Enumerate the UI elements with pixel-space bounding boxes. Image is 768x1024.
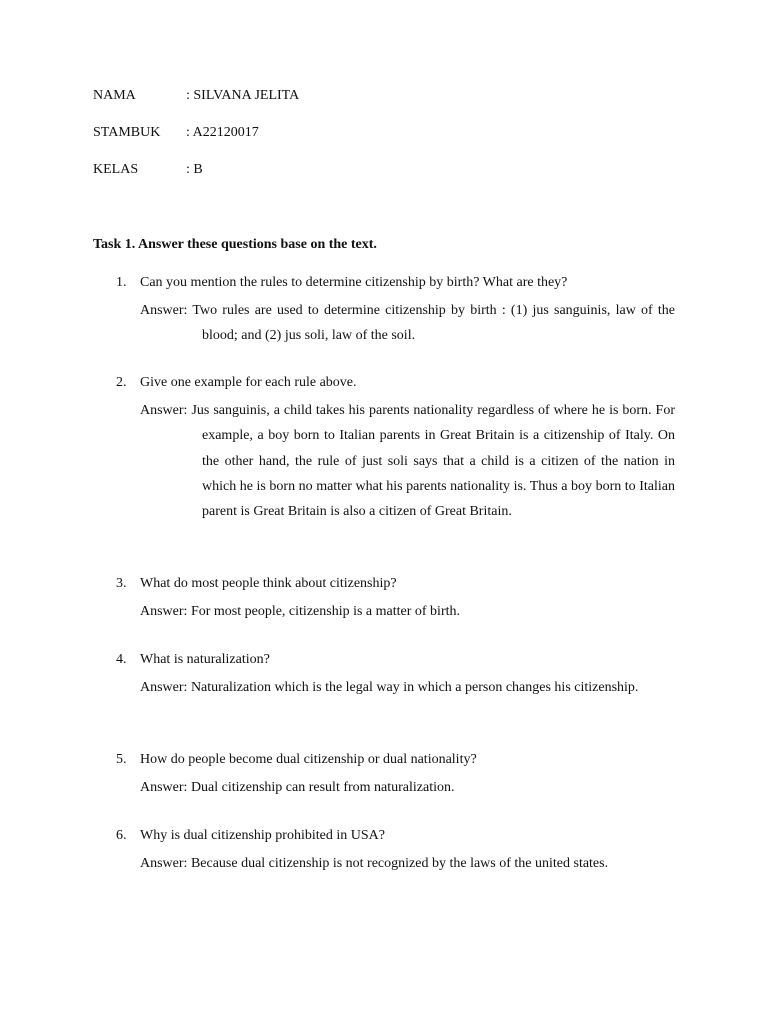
question-text: Can you mention the rules to determine citizenship by birth? What are they?: [140, 275, 568, 290]
answer-label: Answer:: [140, 403, 188, 418]
answer-body: Jus sanguinis, a child takes his parents nationality regardless of where he is born. For example, a boy born to Italian parents in Great Britain is a citizenship of Italy. On the other hand, the rule of just soli says that a child is a citizen of the nation in which he is born no matter what his parents nationality is. Thus a boy born to Italian parent is Great Britain is also a citizen of Great Britain.: [191, 403, 675, 520]
task-title: Task 1. Answer these questions base on the text.: [93, 237, 377, 252]
answer-body: Dual citizenship can result from naturalization.: [190, 780, 455, 795]
answer-text: [140, 675, 675, 700]
question-text: How do people become dual citizenship or dual nationality?: [140, 752, 477, 767]
question-number: 2.: [116, 375, 127, 390]
name-value: : SILVANA JELITA: [186, 88, 300, 103]
stambuk-label: STAMBUK: [93, 125, 161, 140]
question-number: 5.: [116, 752, 127, 767]
answer-text: [140, 775, 675, 800]
answer-body: Two rules are used to determine citizenship by birth : (1) jus sanguinis, law of the blood; and (2) jus soli, law of the soil.: [192, 303, 675, 344]
answer-label: Answer:: [140, 856, 188, 871]
name-label: NAMA: [93, 88, 136, 103]
answer-body: Naturalization which is the legal way in which a person changes his citizenship.: [190, 680, 639, 695]
answer-body: Because dual citizenship is not recognized by the laws of the united states.: [190, 856, 609, 871]
kelas-label: KELAS: [93, 162, 139, 177]
question-number: 6.: [116, 828, 127, 843]
question-text: Why is dual citizenship prohibited in USA?: [140, 828, 385, 843]
answer-body: For most people, citizenship is a matter of birth.: [190, 604, 460, 619]
answer-text: [140, 599, 675, 624]
question-text: Give one example for each rule above.: [140, 375, 357, 390]
question-number: 4.: [116, 652, 127, 667]
answer-text: [140, 298, 675, 349]
answer-text: [140, 398, 675, 524]
kelas-value: : B: [186, 162, 203, 177]
answer-label: Answer:: [140, 303, 188, 318]
question-number: 1.: [116, 275, 127, 290]
question-text: What do most people think about citizenship?: [140, 576, 397, 591]
question-text: What is naturalization?: [140, 652, 270, 667]
answer-label: Answer:: [140, 680, 188, 695]
stambuk-value: : A22120017: [186, 125, 259, 140]
answer-label: Answer:: [140, 780, 188, 795]
answer-label: Answer:: [140, 604, 188, 619]
answer-text: [140, 851, 675, 876]
question-number: 3.: [116, 576, 127, 591]
